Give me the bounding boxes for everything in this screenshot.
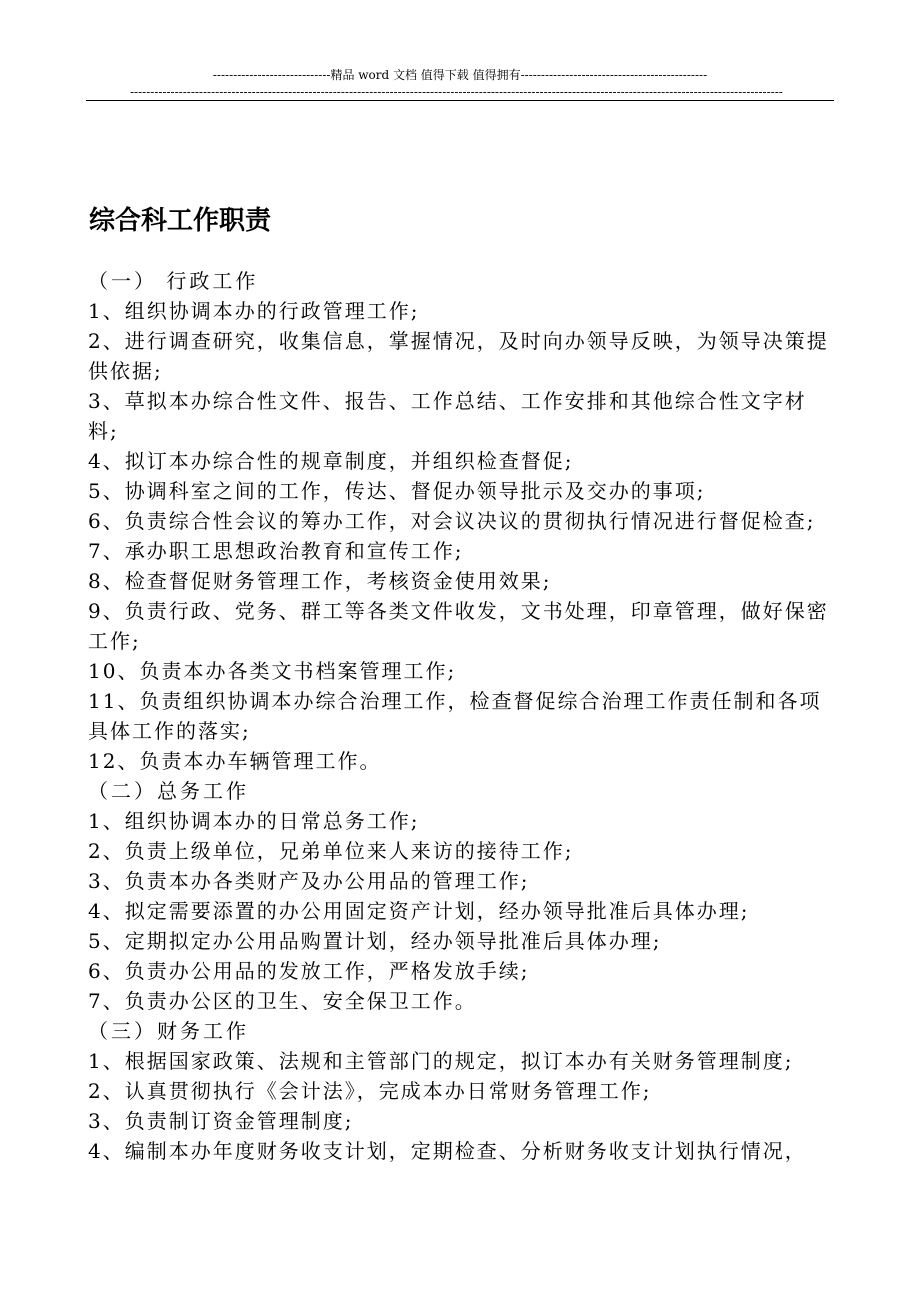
list-item: 1、组织协调本办的日常总务工作;	[88, 809, 420, 833]
list-item: 5、定期拟定办公用品购置计划，经办领导批准后具体办理;	[88, 929, 662, 953]
list-item: 2、认真贯彻执行《会计法》，完成本办日常财务管理工作;	[88, 1079, 652, 1103]
list-item: 6、负责办公用品的发放工作，严格发放手续;	[88, 959, 530, 983]
list-item: 7、承办职工思想政治教育和宣传工作;	[88, 539, 464, 563]
list-item: 11、负责组织协调本办综合治理工作，检查督促综合治理工作责任制和各项具体工作的落实;	[88, 689, 822, 743]
document-body	[88, 266, 836, 1166]
list-item: 7、负责办公区的卫生、安全保卫工作。	[88, 989, 477, 1013]
list-item: 6、负责综合性会议的筹办工作，对会议决议的贯彻执行情况进行督促检查;	[88, 509, 816, 533]
list-item: 1、根据国家政策、法规和主管部门的规定，拟订本办有关财务管理制度;	[88, 1049, 794, 1073]
list-item: 3、草拟本办综合性文件、报告、工作总结、工作安排和其他综合性文字材料;	[88, 389, 807, 443]
document-title: 综合科工作职责	[89, 206, 272, 236]
list-item: 4、拟定需要添置的办公用固定资产计划，经办领导批准后具体办理;	[88, 899, 750, 923]
list-item: 2、进行调查研究，收集信息，掌握情况，及时向办领导反映，为领导决策提供依据;	[88, 329, 829, 383]
list-item: 12、负责本办车辆管理工作。	[88, 749, 382, 773]
list-item: 4、编制本办年度财务收支计划，定期检查、分析财务收支计划执行情况，	[88, 1139, 807, 1163]
list-item: 3、负责制订资金管理制度;	[88, 1109, 354, 1133]
section-heading: （三）财务工作	[88, 1019, 249, 1043]
list-item: 3、负责本办各类财产及办公用品的管理工作;	[88, 869, 530, 893]
list-item: 10、负责本办各类文书档案管理工作;	[88, 659, 457, 683]
header-dash-line: -----------------------------------------------------------------------------------------------------------------------------------------------------------------	[130, 85, 783, 99]
section-heading: （二）总务工作	[88, 779, 249, 803]
list-item: 8、检查督促财务管理工作，考核资金使用效果;	[88, 569, 552, 593]
list-item: 4、拟订本办综合性的规章制度，并组织检查督促;	[88, 449, 574, 473]
list-item: 2、负责上级单位，兄弟单位来人来访的接待工作;	[88, 839, 574, 863]
header-divider	[86, 100, 834, 101]
list-item: 1、组织协调本办的行政管理工作;	[88, 299, 420, 323]
list-item: 9、负责行政、党务、群工等各类文件收发，文书处理，印章管理，做好保密工作;	[88, 599, 829, 653]
section-heading: （一） 行政工作	[88, 269, 259, 293]
header-banner: -----------------------------精品 word 文档 值得下载 值得拥有----------------------------------------------	[212, 68, 708, 82]
list-item: 5、协调科室之间的工作，传达、督促办领导批示及交办的事项;	[88, 479, 706, 503]
